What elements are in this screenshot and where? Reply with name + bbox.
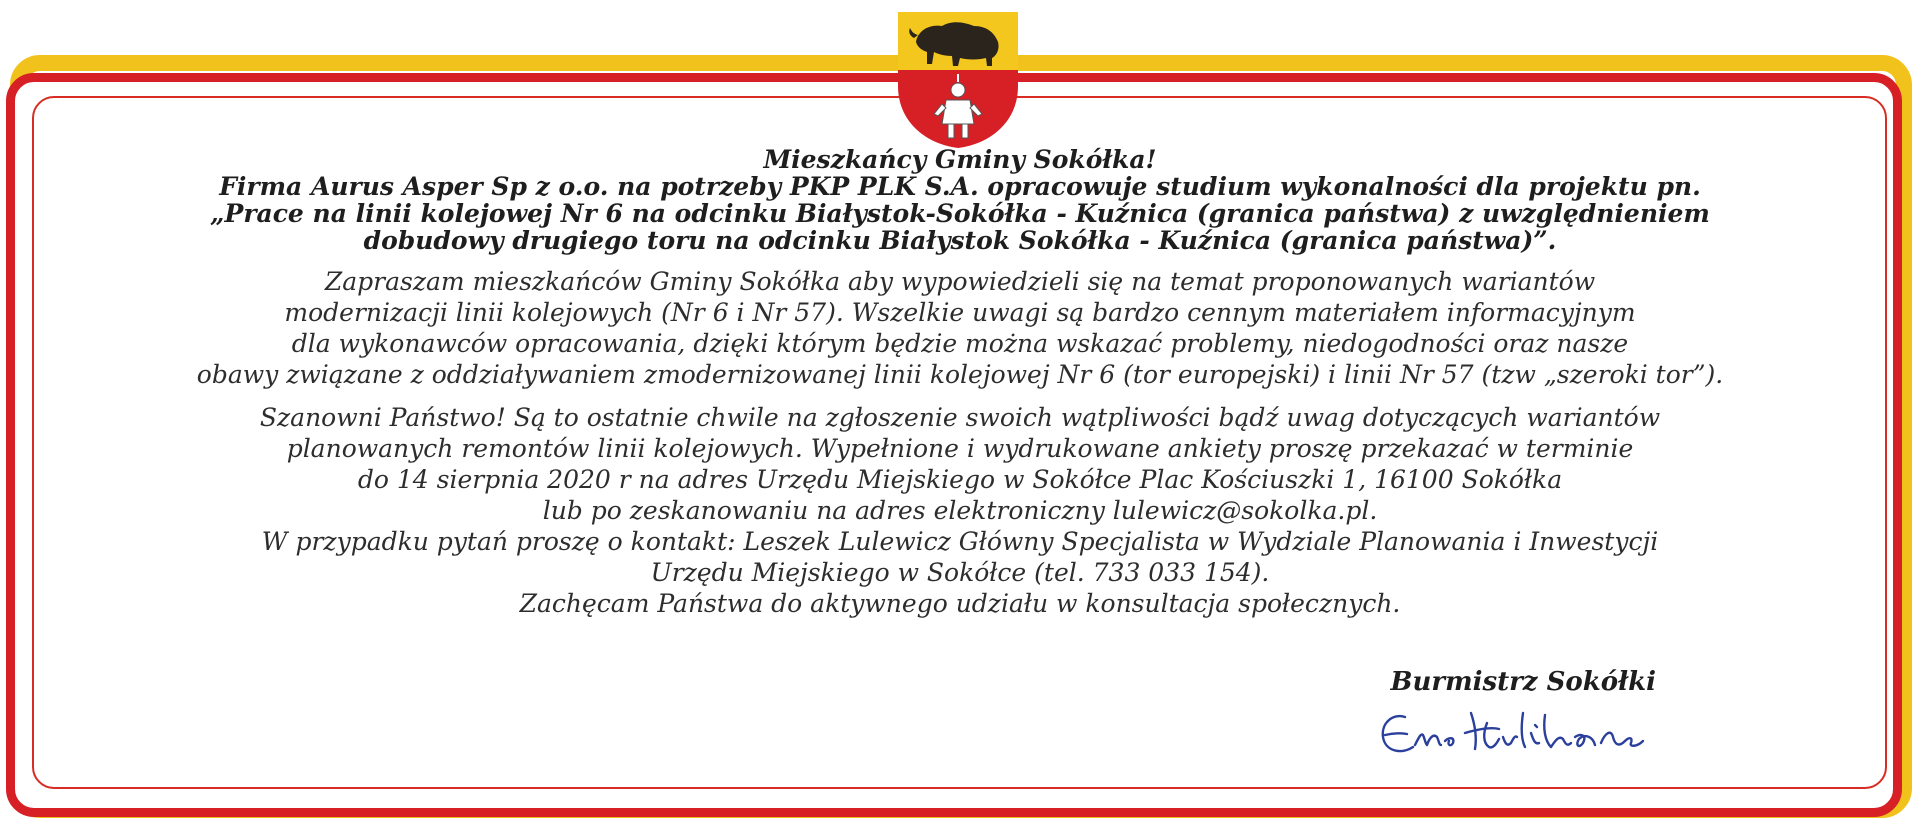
deadline-paragraph [40, 402, 1880, 619]
notice-content [40, 146, 1880, 619]
handwritten-signature [1375, 703, 1665, 761]
invitation-paragraph [40, 266, 1880, 390]
paragraph-line: dla wykonawców opracowania, dzięki którym będzie można wskazać problemy, niedogodności oraz nasze [291, 329, 1629, 358]
paragraph-line: Urzędu Miejskiego w Sokółce (tel. 733 033 154). [650, 558, 1270, 587]
coat-of-arms-icon [894, 8, 1022, 150]
paragraph-line: Zachęcam Państwa do aktywnego udziału w konsultacja społecznych. [519, 589, 1401, 618]
paragraph-line: Zapraszam mieszkańców Gminy Sokółka aby wypowiedzieli się na temat proponowanych wariantów [324, 267, 1596, 296]
paragraph-line: Szanowni Państwo! Są to ostatnie chwile na zgłoszenie swoich wątpliwości bądź uwag dotyczących wariantów [259, 403, 1661, 432]
paragraph-line: W przypadku pytań proszę o kontakt: Leszek Lulewicz Główny Specjalista w Wydziale Planowania i Inwestycji [261, 527, 1659, 556]
signature-title: Burmistrz Sokółki [1390, 667, 1656, 697]
header-line: Mieszkańcy Gminy Sokółka! [763, 145, 1157, 174]
header-line: Firma Aurus Asper Sp z o.o. na potrzeby PKP PLK S.A. opracowuje studium wykonalności dla projektu pn. [219, 172, 1701, 201]
header-line: dobudowy drugiego toru na odcinku Białystok Sokółka - Kuźnica (granica państwa)”. [363, 226, 1557, 255]
paragraph-line: modernizacji linii kolejowych (Nr 6 i Nr 57). Wszelkie uwagi są bardzo cennym materiałem informacyjnym [284, 298, 1636, 327]
paragraph-line: lub po zeskanowaniu na adres elektroniczny lulewicz@sokolka.pl. [542, 496, 1378, 525]
paragraph-line: planowanych remontów linii kolejowych. Wypełnione i wydrukowane ankiety proszę przekazać w terminie [286, 434, 1634, 463]
paragraph-line: obawy związane z oddziaływaniem zmodernizowanej linii kolejowej Nr 6 (tor europejski) i linii Nr 57 (tzw „szeroki tor”). [196, 360, 1724, 389]
paragraph-line: do 14 sierpnia 2020 r na adres Urzędu Miejskiego w Sokółce Plac Kościuszki 1, 16100 Sokółka [357, 465, 1563, 494]
notice-header [40, 146, 1880, 254]
header-line: „Prace na linii kolejowej Nr 6 na odcinku Białystok-Sokółka - Kuźnica (granica państwa) z uwzględnieniem [210, 199, 1710, 228]
